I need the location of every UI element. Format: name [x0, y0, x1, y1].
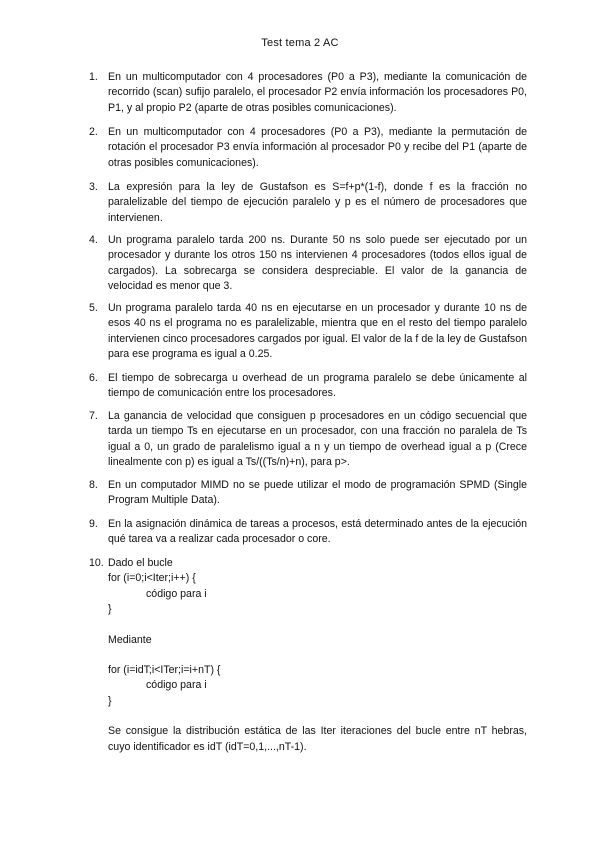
- q10-mid: Mediante: [108, 633, 152, 646]
- q10-outro: Se consigue la distribución estática de las Iter iteraciones del bucle entre nT hebras, cuyo identificador es idT (idT=0,1,...,nT-1).: [108, 725, 527, 753]
- code-line: código para i: [146, 679, 207, 692]
- question-3: [89, 180, 527, 226]
- question-4: [89, 233, 527, 295]
- code-line: for (i=0;i<Iter;i++) {: [108, 572, 196, 585]
- question-1: [89, 70, 527, 116]
- question-number: 8.: [89, 479, 98, 491]
- question-text: En la asignación dinámica de tareas a procesos, está determinado antes de la ejecución qué tarea va a realizar cada procesador o core.: [108, 518, 527, 546]
- code-line: for (i=idT;i<ITer;i=i+nT) {: [108, 664, 221, 677]
- question-text: Un programa paralelo tarda 40 ns en ejecutarse en un procesador y durante 10 ns de esos 40 ns el programa no es paralelizable, mientra que en el resto del tiempo paralelo intervienen cinco procesadores cargados por igual. El valor de la f de la ley de Gustafson para ese programa es igual a 0.25.: [108, 302, 527, 361]
- question-number: 1.: [89, 71, 98, 83]
- question-5: [89, 301, 527, 363]
- question-number: 3.: [89, 181, 98, 193]
- question-text: El tiempo de sobrecarga u overhead de un programa paralelo se debe únicamente al tiempo de comunicación entre los procesadores.: [108, 372, 527, 400]
- question-text: En un multicomputador con 4 procesadores (P0 a P3), mediante la permutación de rotación el procesador P3 envía información al procesador P0 y recibe del P1 (aparte de otras posibles comunicaciones).: [108, 126, 527, 169]
- question-text: La ganancia de velocidad que consiguen p procesadores en un código secuencial que tarda un tiempo Ts en ejecutarse en un procesador, con una fracción no paralela de Ts igual a 0, un grado de paralelismo igual a n y un tiempo de overhead igual a p (Crece linealmente con p) es igual a Ts/((Ts/n)+n), para p>.: [108, 410, 527, 469]
- question-2: [89, 125, 527, 171]
- question-8: [89, 478, 527, 509]
- question-text: La expresión para la ley de Gustafson es S=f+p*(1-f), donde f es la fracción no paralelizable del tiempo de ejecución paralelo y p es el número de procesadores que intervienen.: [108, 181, 527, 224]
- code-line: código para i: [146, 587, 207, 600]
- question-7: [89, 409, 527, 471]
- q10-intro: Dado el bucle: [108, 557, 173, 569]
- question-number: 7.: [89, 410, 98, 422]
- question-number: 4.: [89, 234, 98, 246]
- question-text: En un computador MIMD no se puede utilizar el modo de programación SPMD (Single Program Multiple Data).: [108, 479, 527, 507]
- question-6: [89, 371, 527, 402]
- question-number: 9.: [89, 518, 98, 530]
- question-text: En un multicomputador con 4 procesadores (P0 a P3), mediante la comunicación de recorrido (scan) sufijo paralelo, el procesador P2 envía información los procesadores P0, P1, y al propio P2 (aparte de otras posibles comunicaciones).: [108, 71, 527, 114]
- question-number: 2.: [89, 126, 98, 138]
- question-text: Un programa paralelo tarda 200 ns. Durante 50 ns solo puede ser ejecutado por un procesador y durante los otros 150 ns intervienen 4 procesadores (todos ellos igual de cargados). La sobrecarga se considera despreciable. El valor de la ganancia de velocidad es menor que 3.: [108, 234, 527, 293]
- question-10-body: [108, 556, 527, 724]
- question-9: [89, 517, 527, 548]
- question-number: 10.: [89, 557, 104, 569]
- page-title: Test tema 2 AC: [261, 37, 339, 49]
- code-line: }: [108, 694, 112, 707]
- question-number: 5.: [89, 302, 98, 314]
- question-10: [89, 556, 527, 755]
- question-number: 6.: [89, 372, 98, 384]
- code-line: }: [108, 603, 112, 616]
